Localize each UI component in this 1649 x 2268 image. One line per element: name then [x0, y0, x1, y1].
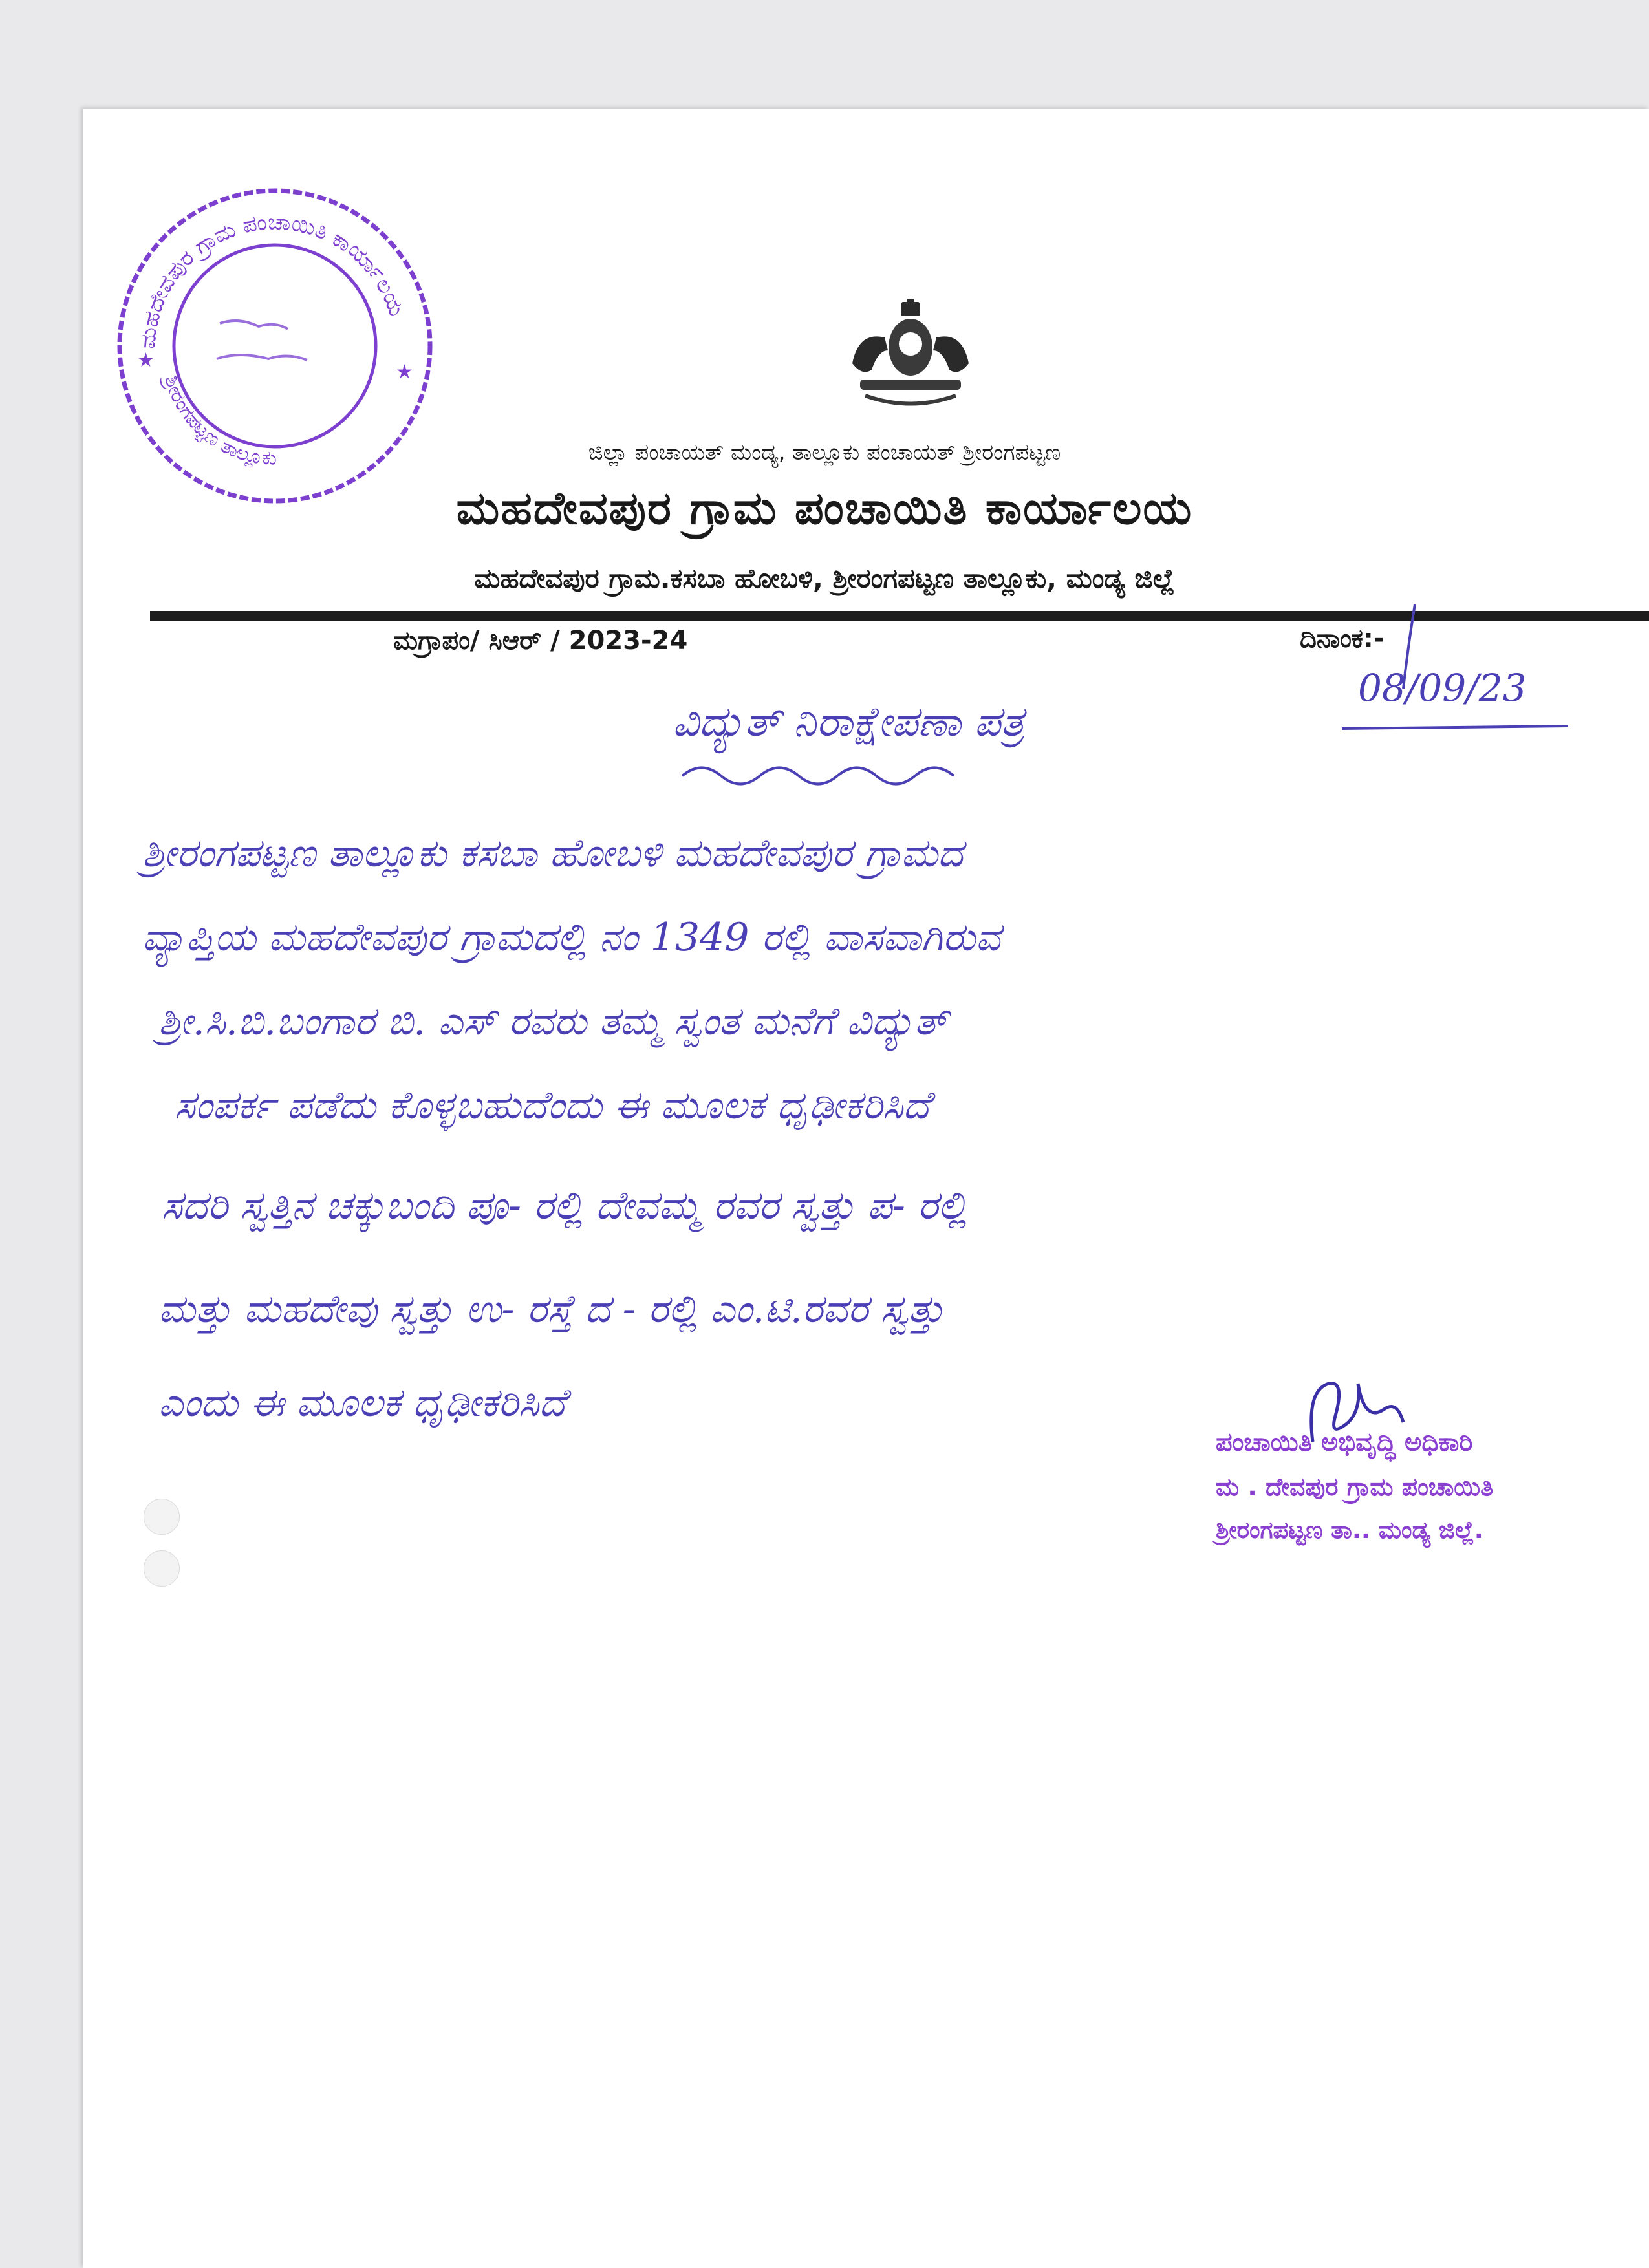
signatory-office: ಮ . ದೇವಪುರ ಗ್ರಾಮ ಪಂಚಾಯಿತಿ [1216, 1473, 1494, 1501]
body-line-6: ಮತ್ತು ಮಹದೇವು ಸ್ವತ್ತು ಉ- ರಸ್ತೆ ದ - ರಲ್ಲಿ ಎಂ.ಟಿ.ರವರ ಸ್ವತ್ತು [158, 1287, 945, 1332]
reference-number: ಮಗ್ರಾಪಂ/ ಸಿಆರ್ / 2023-24 [393, 626, 688, 656]
body-line-7: ಎಂದು ಈ ಮೂಲಕ ಧೃಢೀಕರಿಸಿದೆ [158, 1380, 566, 1426]
body-line-5: ಸದರಿ ಸ್ವತ್ತಿನ ಚಕ್ಕುಬಂದಿ ಪೂ- ರಲ್ಲಿ ದೇವಮ್ಮ ರವರ ಸ್ವತ್ತು ಪ- ರಲ್ಲಿ [162, 1183, 968, 1228]
handwritten-date: 08/09/23 [1358, 666, 1527, 710]
date-stroke [1396, 601, 1421, 692]
letter-title: ವಿದ್ಯುತ್ ನಿರಾಕ್ಷೇಪಣಾ ಪತ್ರ [673, 698, 1025, 746]
body-line-4: ಸಂಪರ್ಕ ಪಡೆದು ಕೊಳ್ಳಬಹುದೆಂದು ಈ ಮೂಲಕ ಧೃಢೀಕರಿಸಿದೆ [175, 1083, 930, 1128]
punch-hole-top [144, 1499, 180, 1535]
title-underline [679, 756, 964, 789]
svg-text:★: ★ [396, 361, 413, 383]
date-underline [1339, 721, 1571, 734]
svg-text:★: ★ [137, 349, 155, 372]
body-line-3: ಶ್ರೀ.ಸಿ.ಬಿ.ಬಂಗಾರ ಬಿ. ಎಸ್ ರವರು ತಮ್ಮ ಸ್ವಂತ ಮನೆಗೆ ವಿದ್ಯುತ್ [158, 999, 948, 1044]
letterhead-district: ಜಿಲ್ಲಾ ಪಂಚಾಯತ್ ಮಂಡ್ಯ, ತಾಲ್ಲೂಕು ಪಂಚಾಯತ್ ಶ್ರೀರಂಗಪಟ್ಟಣ [588, 440, 1061, 465]
letterhead-title: ಮಹದೇವಪುರ ಗ್ರಾಮ ಪಂಚಾಯಿತಿ ಕಾರ್ಯಾಲಯ [456, 482, 1193, 535]
seal-text-top: ಮಹದೇವಪುರ ಗ್ರಾಮ ಪಂಚಾಯಿತಿ ಕಾರ್ಯಾಲಯ [135, 209, 410, 350]
body-line-1: ಶ್ರೀರಂಗಪಟ್ಟಣ ತಾಲ್ಲೂಕು ಕಸಬಾ ಹೋಬಳಿ ಮಹದೇವಪುರ ಗ್ರಾಮದ [142, 831, 963, 876]
letterhead-address: ಮಹದೇವಪುರ ಗ್ರಾಮ.ಕಸಬಾ ಹೋಬಳಿ, ಶ್ರೀರಂಗಪಟ್ಟಣ ತಾಲ್ಲೂಕು, ಮಂಡ್ಯ ಜಿಲ್ಲೆ [474, 562, 1175, 594]
punch-hole-bottom [144, 1550, 180, 1587]
state-emblem-icon [846, 299, 975, 409]
body-line-2: ವ್ಯಾಪ್ತಿಯ ಮಹದೇವಪುರ ಗ್ರಾಮದಲ್ಲಿ ನಂ 1349 ರಲ್ಲಿ ವಾಸವಾಗಿರುವ [142, 915, 1001, 960]
seal-text-bottom: ಶ್ರೀರಂಗಪಟ್ಟಣ ತಾಲ್ಲೂಕು [159, 372, 277, 470]
date-label: ದಿನಾಂಕ:- [1300, 624, 1385, 654]
signatory-location: ಶ್ರೀರಂಗಪಟ್ಟಣ ತಾ.. ಮಂಡ್ಯ ಜಿಲ್ಲೆ. [1216, 1516, 1483, 1544]
signatory-designation: ಪಂಚಾಯಿತಿ ಅಭಿವೃದ್ಧಿ ಅಧಿಕಾರಿ [1216, 1428, 1473, 1457]
header-divider [150, 611, 1649, 621]
